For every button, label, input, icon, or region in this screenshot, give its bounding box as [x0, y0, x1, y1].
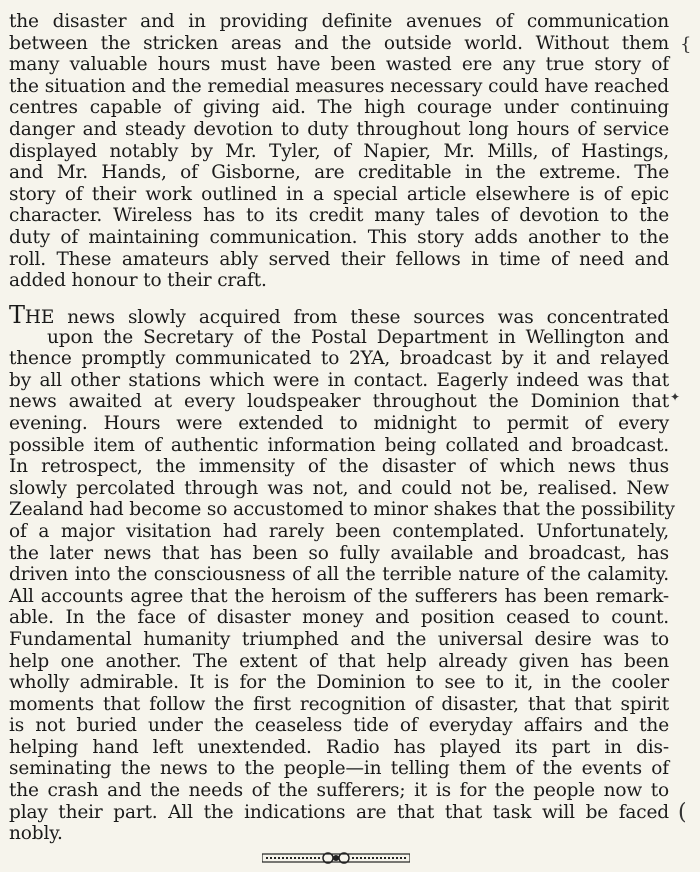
text-line-first: [9, 301, 669, 329]
text-line: Zealand had become so accustomed to minor shakes that the possibility: [9, 499, 675, 521]
paragraph-2: [9, 301, 675, 845]
text-line: duty of maintaining communication. This story adds another to the: [9, 226, 669, 248]
drop-cap: T: [9, 301, 25, 329]
text-line: and Mr. Hands, of Gisborne, are creditable in the extreme. The: [9, 162, 669, 184]
text-line: is not buried under the ceaseless tide of everyday affairs and the: [9, 715, 669, 737]
text-line: news awaited at every loudspeaker throughout the Dominion that: [9, 391, 669, 413]
text-line: roll. These amateurs ably served their fellows in time of need and: [9, 248, 669, 270]
margin-paren-mark: (: [678, 800, 687, 825]
text-line: evening. Hours were extended to midnight to permit of every: [9, 412, 669, 434]
text-line: helping hand left unextended. Radio has played its part in dis-: [9, 736, 669, 758]
text-line: slowly percolated through was not, and could not be, realised. New: [9, 477, 669, 499]
text-line: displayed notably by Mr. Tyler, of Napier, Mr. Mills, of Hastings,: [9, 140, 669, 162]
text-line: play their part. All the indications are that that task will be faced: [9, 801, 669, 823]
text-line: between the stricken areas and the outside world. Without them: [9, 32, 669, 54]
paragraph-1: [9, 11, 669, 292]
text-line: nobly.: [9, 823, 63, 845]
text-line: the later news that has been so fully available and broadcast, has: [9, 542, 669, 564]
text-line: the situation and the remedial measures necessary could have reached: [9, 75, 669, 97]
text-line: upon the Secretary of the Postal Department in Wellington and: [47, 326, 669, 348]
first-line-text: HE news slowly acquired from these sources was concentrated: [24, 307, 669, 328]
text-line: possible item of authentic information being collated and broadcast.: [9, 434, 669, 456]
text-line: All accounts agree that the heroism of the sufferers has been remark-: [9, 585, 669, 607]
text-line: wholly admirable. It is for the Dominion to see to it, in the cooler: [9, 672, 669, 694]
text-line: many valuable hours must have been wasted ere any true story of: [9, 54, 669, 76]
text-line: centres capable of giving aid. The high courage under continuing: [9, 97, 669, 119]
ornament-divider: [262, 851, 410, 865]
text-line: story of their work outlined in a special article elsewhere is of epic: [9, 183, 669, 205]
text-line: added honour to their craft.: [9, 270, 267, 292]
text-line: moments that follow the first recognition of disaster, that that spirit: [9, 693, 669, 715]
text-line: danger and steady devotion to duty throughout long hours of service: [9, 118, 669, 140]
text-line: the disaster and in providing definite avenues of communication: [9, 11, 669, 32]
text-line: driven into the consciousness of all the terrible nature of the calamity.: [9, 564, 669, 586]
text-line: Fundamental humanity triumphed and the universal desire was to: [9, 628, 669, 650]
margin-bracket-mark: {: [680, 34, 692, 55]
text-line: by all other stations which were in contact. Eagerly indeed was that: [9, 369, 669, 391]
text-line: the crash and the needs of the sufferers; it is for the people now to: [9, 780, 669, 802]
text-line: of a major visitation had rarely been contemplated. Unfortunately,: [9, 520, 669, 542]
text-line: able. In the face of disaster money and position ceased to count.: [9, 607, 669, 629]
text-line: help one another. The extent of that help already given has been: [9, 650, 669, 672]
text-line: thence promptly communicated to 2YA, broadcast by it and relayed: [9, 348, 669, 370]
ink-blot-mark: ✦: [670, 390, 681, 404]
text-line: In retrospect, the immensity of the disaster of which news thus: [9, 456, 669, 478]
text-line: character. Wireless has to its credit many tales of devotion to the: [9, 205, 669, 227]
text-line: seminating the news to the people—in telling them of the events of: [9, 758, 669, 780]
